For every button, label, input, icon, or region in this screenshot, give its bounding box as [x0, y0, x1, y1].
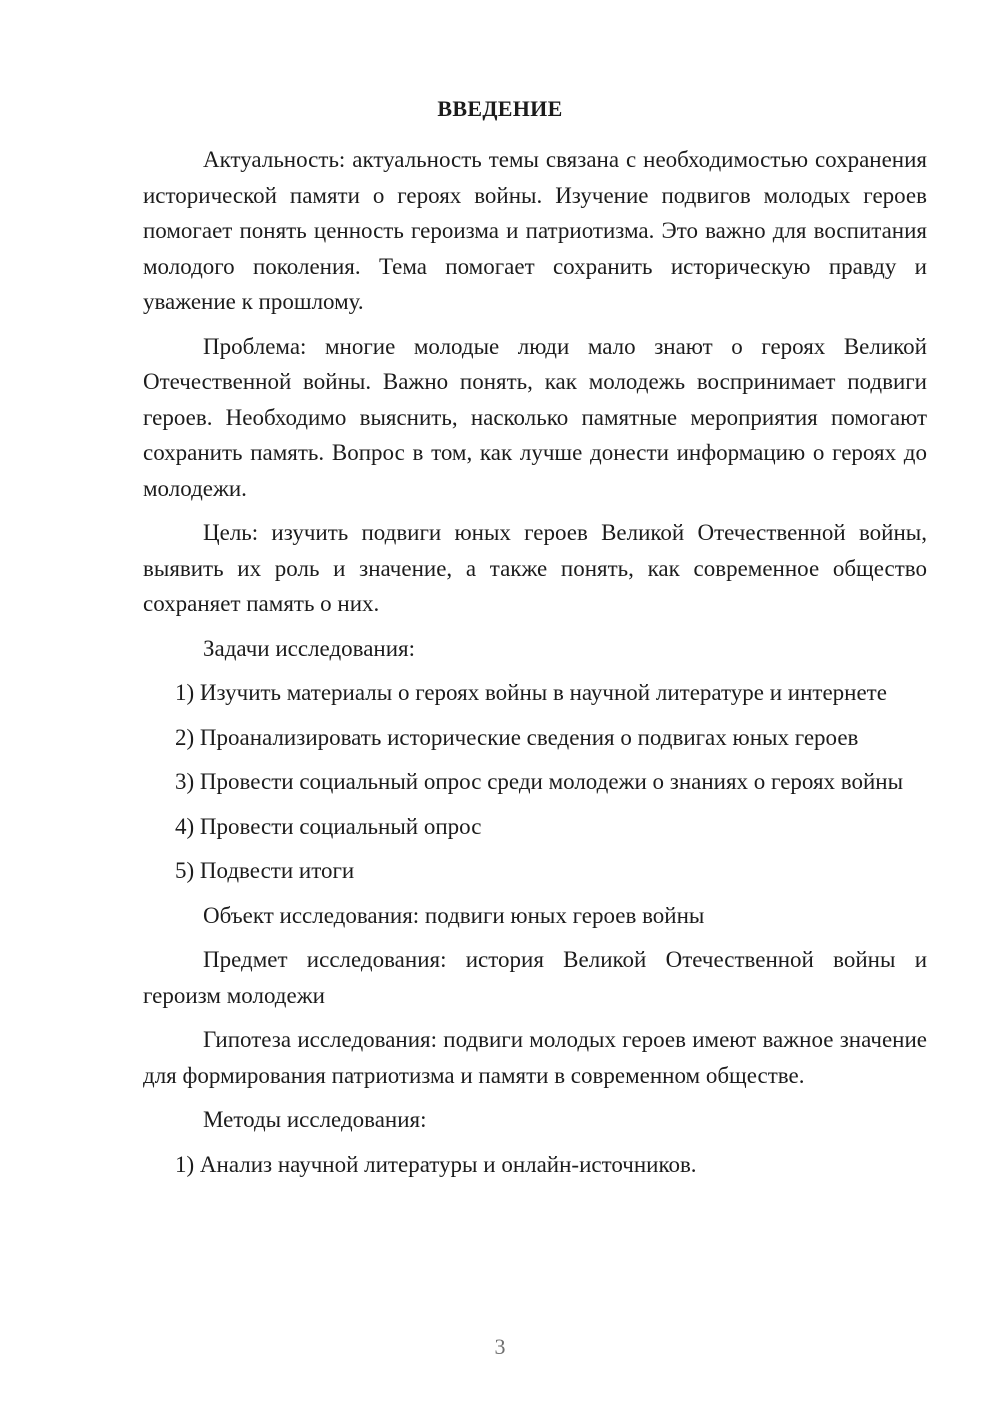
task-item-5: 5) Подвести итоги [175, 858, 355, 883]
tasks-heading: Задачи исследования: [203, 635, 416, 661]
methods-heading: Методы исследования: [203, 1107, 427, 1132]
page-number: 3 [494, 1334, 506, 1359]
methods-list [143, 1147, 927, 1183]
method-item-1: 1) Анализ научной литературы и онлайн-источников. [175, 1151, 697, 1177]
task-item-1: 1) Изучить материалы о героях войны в научной литературе и интернете [175, 680, 887, 705]
tasks-list [143, 675, 927, 889]
document-body [143, 142, 927, 1182]
task-item-3: 3) Провести социальный опрос среди молодежи о знаниях о героях войны [175, 769, 904, 794]
task-item-2: 2) Проанализировать исторические сведения о подвигах юных героев [175, 724, 859, 750]
hypothesis-paragraph: Гипотеза исследования: подвиги молодых героев имеют важное значение для формирования патриотизма и памяти в современном обществе. [143, 1027, 927, 1088]
problem-paragraph: Проблема: многие молодые люди мало знают о героях Великой Отечественной войны. Важно понять, как молодежь воспринимает подвиги героев. Необходимо выяснить, насколько памятные мероприятия помогают сохранить память. Вопрос в том, как лучше донести информацию о героях до молодежи. [143, 333, 927, 501]
subject-paragraph: Предмет исследования: история Великой Отечественной войны и героизм молодежи [143, 947, 927, 1008]
object-paragraph: Объект исследования: подвиги юных героев войны [203, 902, 705, 928]
relevance-paragraph: Актуальность: актуальность темы связана с необходимостью сохранения исторической памяти о героях войны. Изучение подвигов молодых героев помогает понять ценность героизма и патриотизма. Это важно для воспитания молодого поколения. Тема помогает сохранить историческую правду и уважение к прошлому. [143, 147, 927, 314]
task-item-4: 4) Провести социальный опрос [175, 813, 482, 839]
goal-paragraph: Цель: изучить подвиги юных героев Великой Отечественной войны, выявить их роль и значение, а также понять, как современное общество сохраняет память о них. [143, 520, 927, 616]
page-title: ВВЕДЕНИЕ [437, 96, 563, 121]
